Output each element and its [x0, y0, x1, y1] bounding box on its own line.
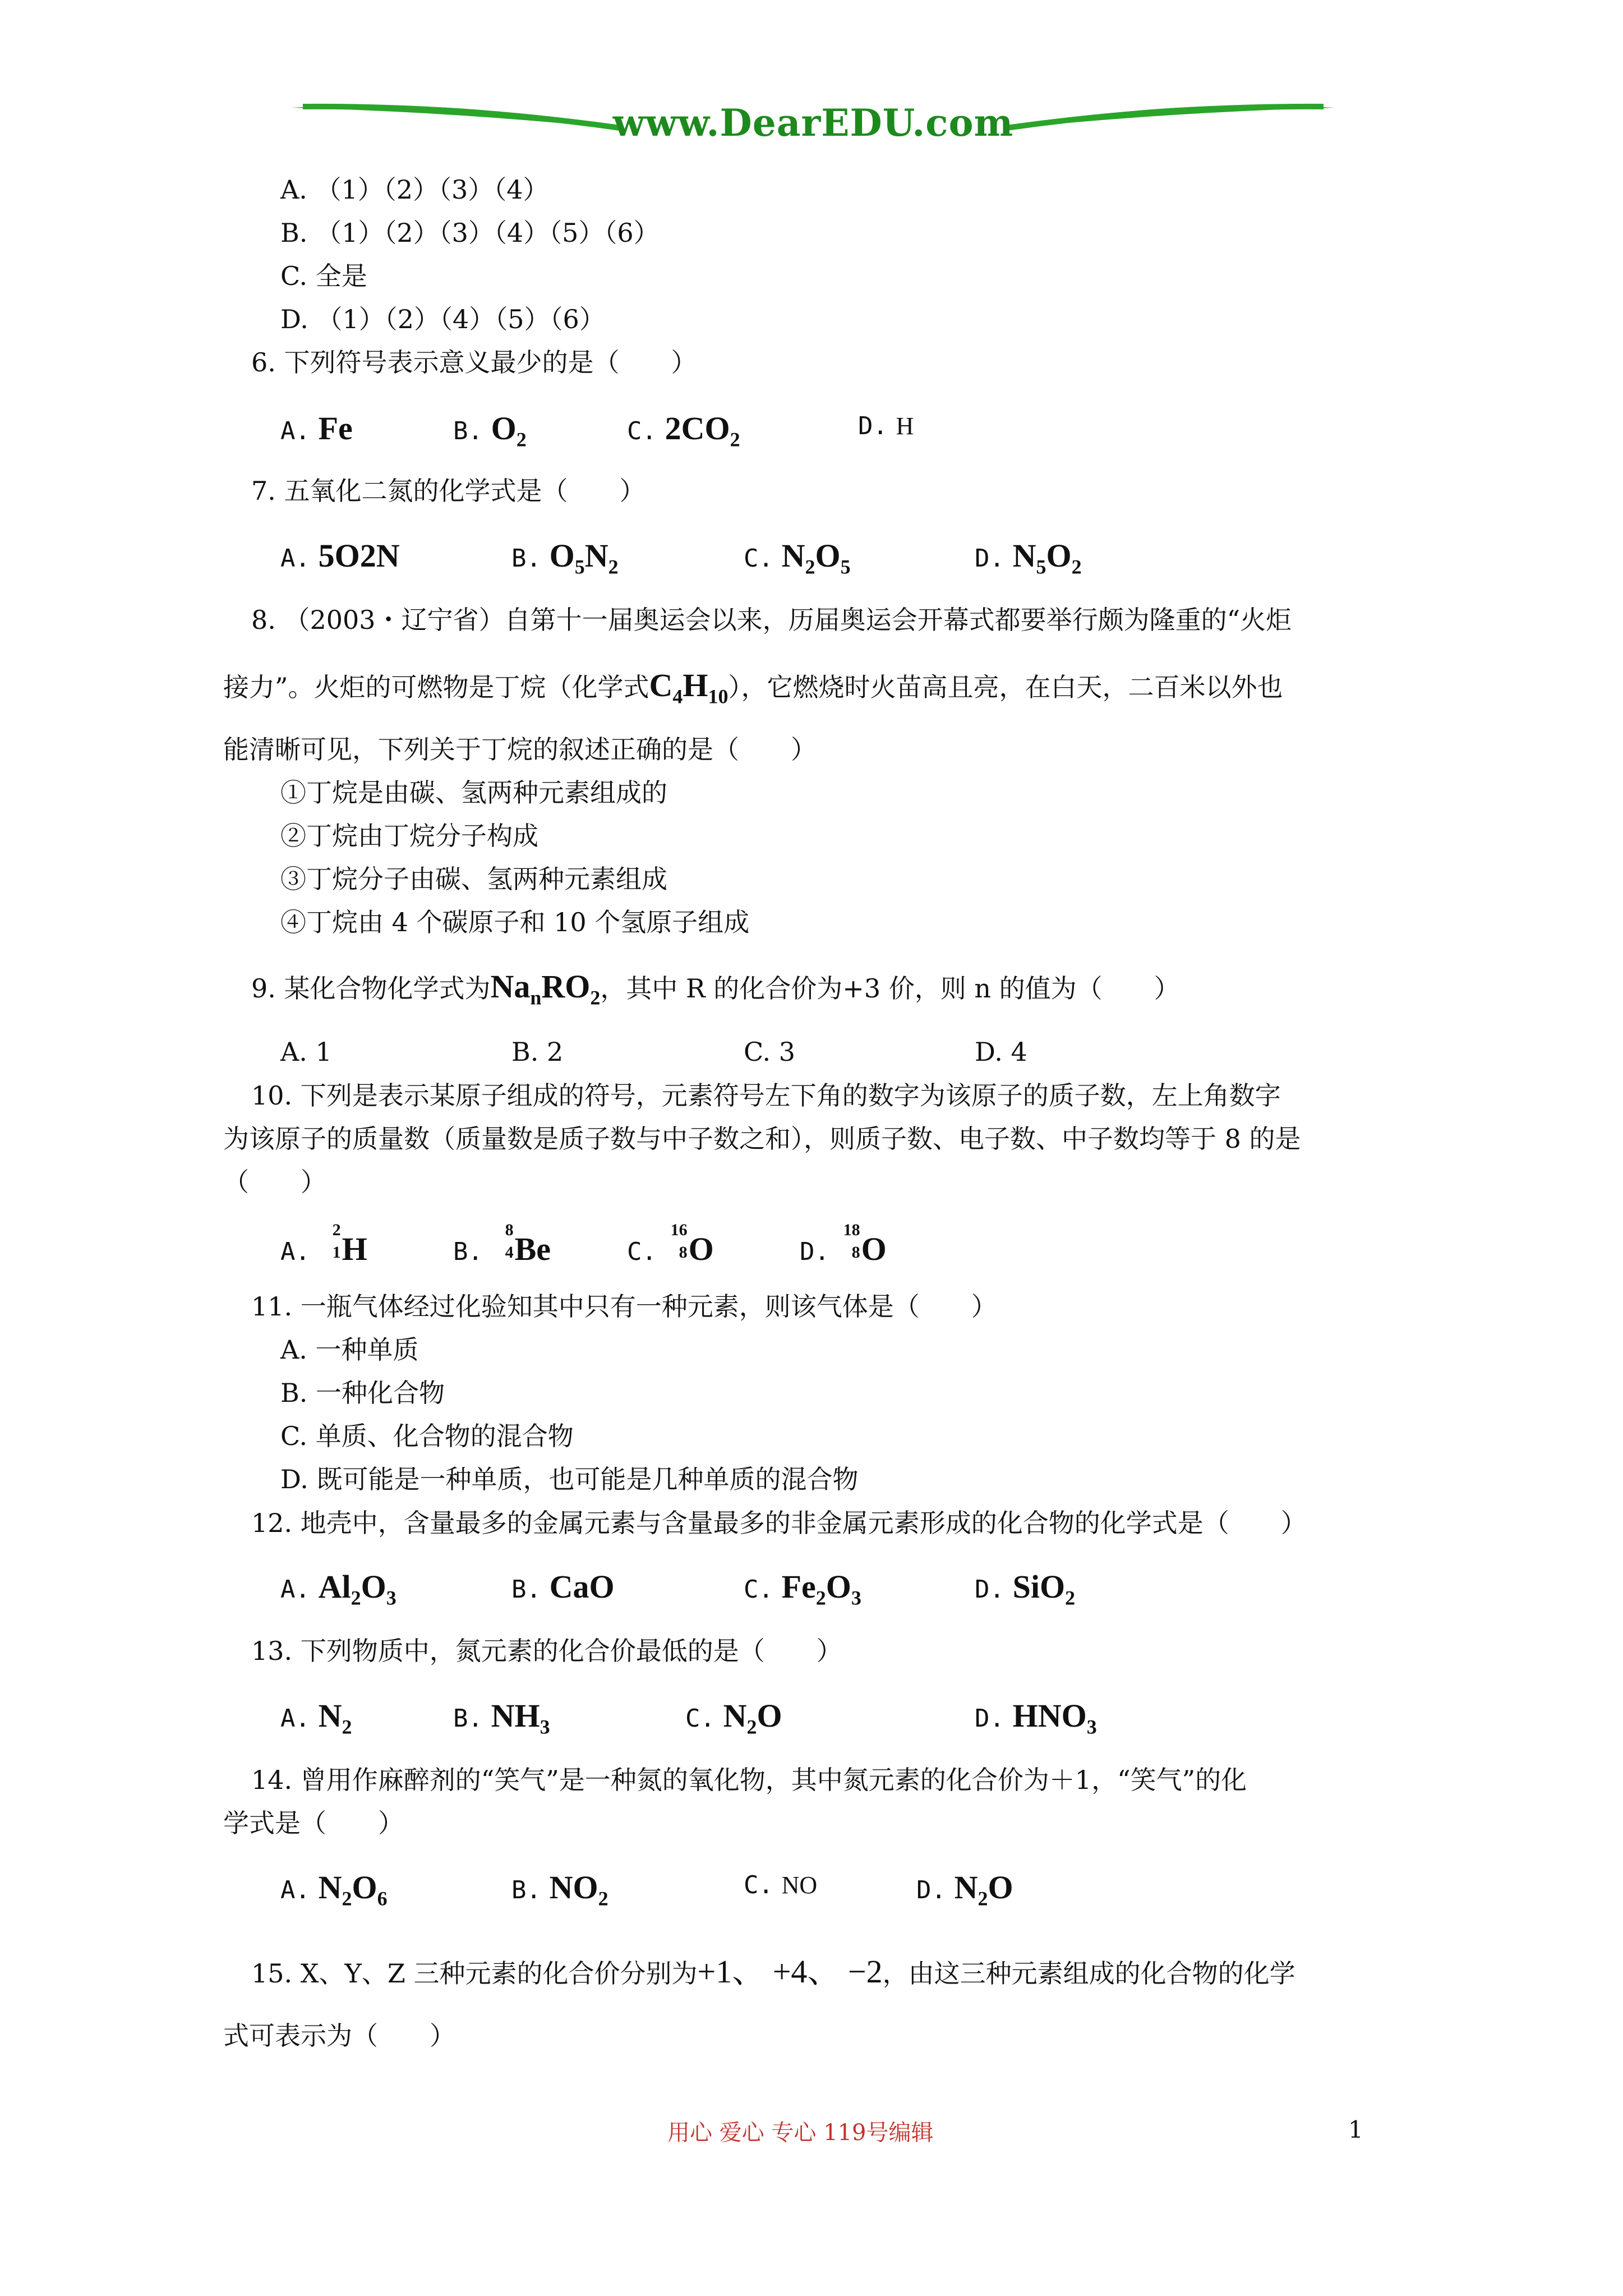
q14-option-b: B. $NO_2$: [511, 1869, 608, 1910]
q6-option-c: C. $2CO_2$: [627, 410, 740, 451]
question-6: 6. 下列符号表示意义最少的是（ ）: [251, 347, 697, 378]
q7-option-b: B. $O_5N_2$: [511, 537, 619, 578]
q13-option-d: D. $HNO_3$: [975, 1697, 1097, 1738]
q6-option-b: B. $O_2$: [453, 410, 527, 451]
q11-option-b: B. 一种化合物: [280, 1378, 445, 1408]
q5-option-a: A. （1）（2）（3）（4）: [280, 174, 549, 205]
q11-option-d: D. 既可能是一种单质，也可能是几种单质的混合物: [280, 1464, 859, 1494]
q13-option-a: A. $N_2$: [280, 1697, 352, 1738]
q5-option-b: B. （1）（2）（3）（4）（5）（6）: [280, 218, 660, 248]
q5-option-d: D. （1）（2）（4）（5）（6）: [280, 304, 605, 334]
q9-option-a: A. 1: [280, 1037, 332, 1067]
question-13: 13. 下列物质中，氮元素的化合价最低的是（ ）: [251, 1636, 842, 1666]
q12-option-c: C. $Fe_2O_3$: [744, 1568, 861, 1609]
question-8-line-2: 接力”。火炬的可燃物是丁烷（化学式$C_4H_{10}$），它燃烧时火苗高且亮，在白天，二百米以外也: [223, 667, 1283, 708]
q12-option-b: B. CaO: [511, 1568, 615, 1605]
question-10-line-2: 为该原子的质量数（质量数是质子数与中子数之和），则质子数、电子数、中子数均等于 8 的是: [223, 1124, 1301, 1154]
q10-option-c: C. 16 8 O: [627, 1221, 714, 1267]
question-10-line-1: 10. 下列是表示某原子组成的符号，元素符号左下角的数字为该原子的质子数，左上角数字: [251, 1080, 1281, 1111]
question-8-line-1: 8. （2003・辽宁省）自第十一届奥运会以来，历届奥运会开幕式都要举行颇为隆重的“火炬: [251, 605, 1292, 635]
question-15-line-2: 式可表示为（ ）: [223, 2021, 455, 2051]
q6-option-d: D. H: [858, 412, 914, 440]
q7-option-d: D. $N_5O_2$: [975, 537, 1082, 578]
page-number: 1: [1348, 2116, 1363, 2143]
q8-statement-1: ①丁烷是由碳、氢两种元素组成的: [280, 777, 667, 808]
q6-option-a: A. Fe: [280, 410, 353, 447]
question-7: 7. 五氧化二氮的化学式是（ ）: [251, 476, 645, 506]
question-15-line-1: 15. X、Y、Z 三种元素的化合价分别为+1、 +4、 −2，由这三种元素组成的化合物的化学: [251, 1953, 1295, 1990]
q8-statement-3: ③丁烷分子由碳、氢两种元素组成: [280, 864, 667, 894]
q14-option-d: D. $N_2O$: [916, 1869, 1013, 1910]
q7-option-a: A. 5O2N: [280, 537, 400, 574]
question-10-line-3: （ ）: [223, 1167, 326, 1197]
q12-option-d: D. SiO$_2$: [975, 1568, 1076, 1609]
q9-option-b: B. 2: [511, 1037, 564, 1067]
site-logo-text: www.DearEDU.com: [612, 101, 1014, 145]
q13-option-c: C. $N_2O$: [685, 1697, 782, 1738]
question-9: 9. 某化合物化学式为$Na_nRO_2$，其中 R 的化合价为+3 价，则 n 的值为（ ）: [251, 968, 1180, 1009]
q8-statement-2: ②丁烷由丁烷分子构成: [280, 821, 538, 851]
question-14-line-2: 学式是（ ）: [223, 1808, 404, 1838]
q7-option-c: C. $N_2O_5$: [744, 537, 851, 578]
q14-option-c: C. NO: [744, 1871, 818, 1899]
question-14-line-1: 14. 曾用作麻醉剂的“笑气”是一种氮的氧化物，其中氮元素的化合价为＋1，“笑气”的化: [251, 1765, 1247, 1795]
question-12: 12. 地壳中，含量最多的金属元素与含量最多的非金属元素形成的化合物的化学式是（ ）: [251, 1508, 1307, 1538]
q10-option-a: A. 2 1 H: [280, 1221, 367, 1267]
question-11: 11. 一瓶气体经过化验知其中只有一种元素，则该气体是（ ）: [251, 1291, 997, 1322]
q9-option-c: C. 3: [744, 1037, 796, 1067]
question-8-line-3: 能清晰可见，下列关于丁烷的叙述正确的是（ ）: [223, 734, 817, 765]
q5-option-c: C. 全是: [280, 261, 367, 291]
q11-option-c: C. 单质、化合物的混合物: [280, 1421, 574, 1451]
q10-option-b: B. 8 4 Be: [453, 1221, 551, 1267]
q8-statement-4: ④丁烷由 4 个碳原子和 10 个氢原子组成: [280, 907, 750, 937]
q14-option-a: A. $N_2O_6$: [280, 1869, 388, 1910]
q9-option-d: D. 4: [975, 1037, 1027, 1067]
q11-option-a: A. 一种单质: [280, 1335, 419, 1365]
q13-option-b: B. $NH_3$: [453, 1697, 550, 1738]
q10-option-d: D. 18 8 O: [800, 1221, 887, 1267]
q12-option-a: A. $Al_2O_3$: [280, 1568, 396, 1609]
page-footer-text: 用心 爱心 专心 119号编辑: [667, 2120, 934, 2146]
